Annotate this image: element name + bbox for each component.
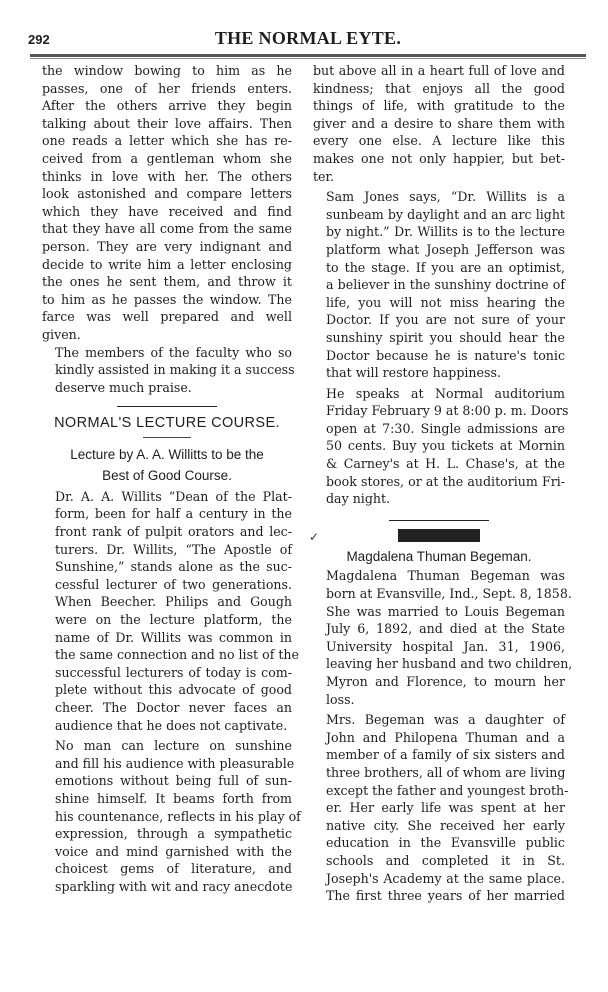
text-line: cheer. The Doctor never faces an (55, 700, 292, 715)
text-line: a believer in the sunshiny doctrine of (326, 277, 565, 293)
text-line: Doctor because he is nature's tonic (326, 347, 565, 363)
left-column (42, 62, 301, 896)
text-line: platform what Joseph Jefferson was (326, 241, 565, 257)
text-line: three brothers, all of whom are living (326, 764, 566, 780)
text-line: book stores, or at the auditorium Fri- (326, 473, 565, 489)
text-line: except the father and youngest broth- (326, 782, 569, 798)
text-line: Myron and Florence, to mourn her (326, 674, 565, 689)
text-line: The members of the faculty who so (55, 344, 292, 360)
text-line: The first three years of her married (326, 888, 565, 904)
text-line: audience that he does not captivate. (55, 717, 288, 733)
text-line: every one else. A lecture like this (313, 133, 565, 149)
text-line: John and Philopena Thuman and a (326, 729, 565, 745)
text-line: After the others arrive they begin (42, 98, 292, 114)
text-line: kindness; that enjoys all the good (313, 80, 565, 96)
text-line: that they have all come from the same (42, 221, 292, 237)
text-line: given. (42, 326, 81, 342)
article-subhead (42, 444, 292, 486)
section-divider (389, 520, 489, 521)
text-line: by night.” Dr. Willits is to the lecture (326, 224, 565, 240)
text-line: person. They are very indignant and (42, 238, 292, 254)
text-line: sunbeam by daylight and an arc light (326, 206, 565, 222)
subhead-line: Lecture by A. A. Willitts to be the (70, 446, 264, 462)
text-line: & Carney's at H. L. Chase's, at the (326, 456, 565, 472)
event-paragraph (313, 385, 569, 508)
page-number: 292 (28, 32, 50, 47)
text-line: Friday February 9 at 8:00 p. m. Doors (326, 403, 569, 419)
text-line: decide to write him a letter enclosing (42, 256, 292, 272)
section-divider (117, 406, 217, 407)
text-line: emotions without being full of sun- (55, 773, 292, 789)
text-line: sparkling with wit and racy anecdote (55, 878, 293, 894)
running-title: THE NORMAL EYTE. (214, 28, 402, 48)
text-line: leaving her husband and two children, (326, 656, 573, 672)
text-line: Mrs. Begeman was a daughter of (326, 712, 565, 728)
text-line: July 6, 1892, and died at the State (326, 621, 565, 637)
text-line: front rank of pulpit orators and lec- (55, 524, 292, 540)
text-line: er. Her early life was spent at her (326, 800, 565, 816)
text-line: form, been for half a century in the (55, 506, 292, 522)
header-rule (30, 54, 586, 59)
lecture-paragraph (42, 488, 299, 734)
text-line: Sam Jones says, “Dr. Willits is a (326, 189, 565, 205)
text-line: native city. She received her early (326, 817, 565, 833)
text-line: Sunshine,” stands alone as the suc- (55, 559, 292, 575)
text-line: talking about their love affairs. Then (42, 115, 292, 131)
obituary-paragraph (313, 567, 573, 708)
text-line: kindly assisted in making it a success (55, 362, 295, 378)
text-line: born at Evansville, Ind., Sept. 8, 1858. (326, 586, 572, 602)
text-line: cessful lecturer of two generations. (55, 576, 292, 592)
mourning-bar (398, 529, 480, 542)
text-line: farce was well prepared and well (42, 309, 292, 325)
jones-paragraph (313, 188, 565, 382)
text-line: schools and completed it in St. (326, 852, 565, 868)
text-line: were on the lecture platform, the (55, 612, 292, 628)
text-line: When Beecher. Philips and Gough (55, 594, 292, 610)
obituary-title: Magdalena Thuman Begeman. (346, 548, 532, 564)
text-line: sunshiny spirit you should hear the (326, 329, 565, 345)
text-line: the ones he sent them, and throw it (42, 274, 292, 290)
text-line: He speaks at Normal auditorium (326, 385, 565, 401)
text-line: thinks in love with her. The others (42, 168, 292, 184)
text-line: to the stage. If you are an optimist, (326, 259, 565, 275)
obituary-header (309, 529, 565, 544)
text-line: ter. (313, 168, 335, 184)
text-line: look astonished and compare letters (42, 186, 292, 202)
text-line: loss. (326, 691, 355, 707)
text-line: Magdalena Thuman Begeman was (326, 568, 565, 584)
text-line: deserve much praise. (55, 379, 192, 395)
text-line: Joseph's Academy at the same place. (326, 870, 565, 886)
text-line: expression, through a sympathetic (55, 826, 292, 842)
text-line: plete without this advocate of good (55, 682, 292, 698)
subhead-line: Best of Good Course. (102, 467, 232, 483)
text-line: Doctor. If you are not sure of your (326, 312, 565, 328)
text-line: name of Dr. Willits was common in (55, 629, 292, 645)
text-line: shine himself. It beams forth from (55, 790, 292, 806)
right-column (309, 62, 573, 905)
text-line: open at 7:30. Single admissions are (326, 420, 565, 436)
text-line: the same connection and no list of the (55, 647, 299, 663)
text-line: and fill his audience with pleasurable (55, 755, 295, 771)
faculty-paragraph (42, 344, 295, 397)
text-line: things of life, with gratitude to the (313, 98, 565, 114)
play-paragraph (42, 62, 292, 344)
text-line: University hospital Jan. 31, 1906, (326, 638, 565, 654)
text-line: to him as he passes the window. The (42, 291, 292, 307)
section-title: NORMAL'S LECTURE COURSE. (54, 415, 280, 432)
text-line: 50 cents. Buy you tickets at Mornin (326, 438, 565, 454)
text-line: that will restore happiness. (326, 365, 501, 381)
text-line: ceived from a gentleman whom she (42, 150, 292, 166)
text-line: turers. Dr. Willits, “The Apostle of (55, 541, 292, 557)
text-line: voice and mind garnished with the (55, 843, 292, 859)
lecture-paragraph (42, 737, 301, 895)
text-line: giver and a desire to share them with (313, 115, 565, 131)
text-line: successful lecturers of today is com- (55, 664, 292, 680)
text-line: one reads a letter which she has re- (42, 133, 292, 149)
text-line: his countenance, reflects in his play of (55, 808, 301, 824)
text-line: passes, one of her friends enters. (42, 80, 292, 96)
text-line: No man can lecture on sunshine (55, 738, 292, 754)
page-header (28, 28, 588, 52)
subhead-divider (143, 437, 191, 438)
text-line: member of a family of six sisters and (326, 747, 565, 763)
lecture-continued-paragraph (313, 62, 565, 185)
text-line: life, you will not miss hearing the (326, 294, 565, 310)
text-line: which they have received and find (42, 203, 292, 219)
obituary-paragraph (313, 711, 569, 905)
text-line: makes one not only happier, but bet- (313, 150, 565, 166)
text-line: but above all in a heart full of love and (313, 63, 565, 78)
text-line: education in the Evansville public (326, 835, 565, 851)
text-line: day night. (326, 491, 391, 507)
text-line: She was married to Louis Begeman (326, 603, 565, 619)
text-line: the window bowing to him as he (42, 63, 292, 78)
check-mark-icon: ✓ (309, 529, 320, 544)
text-line: choicest gems of literature, and (55, 861, 292, 877)
text-line: Dr. A. A. Willits “Dean of the Plat- (55, 488, 292, 504)
